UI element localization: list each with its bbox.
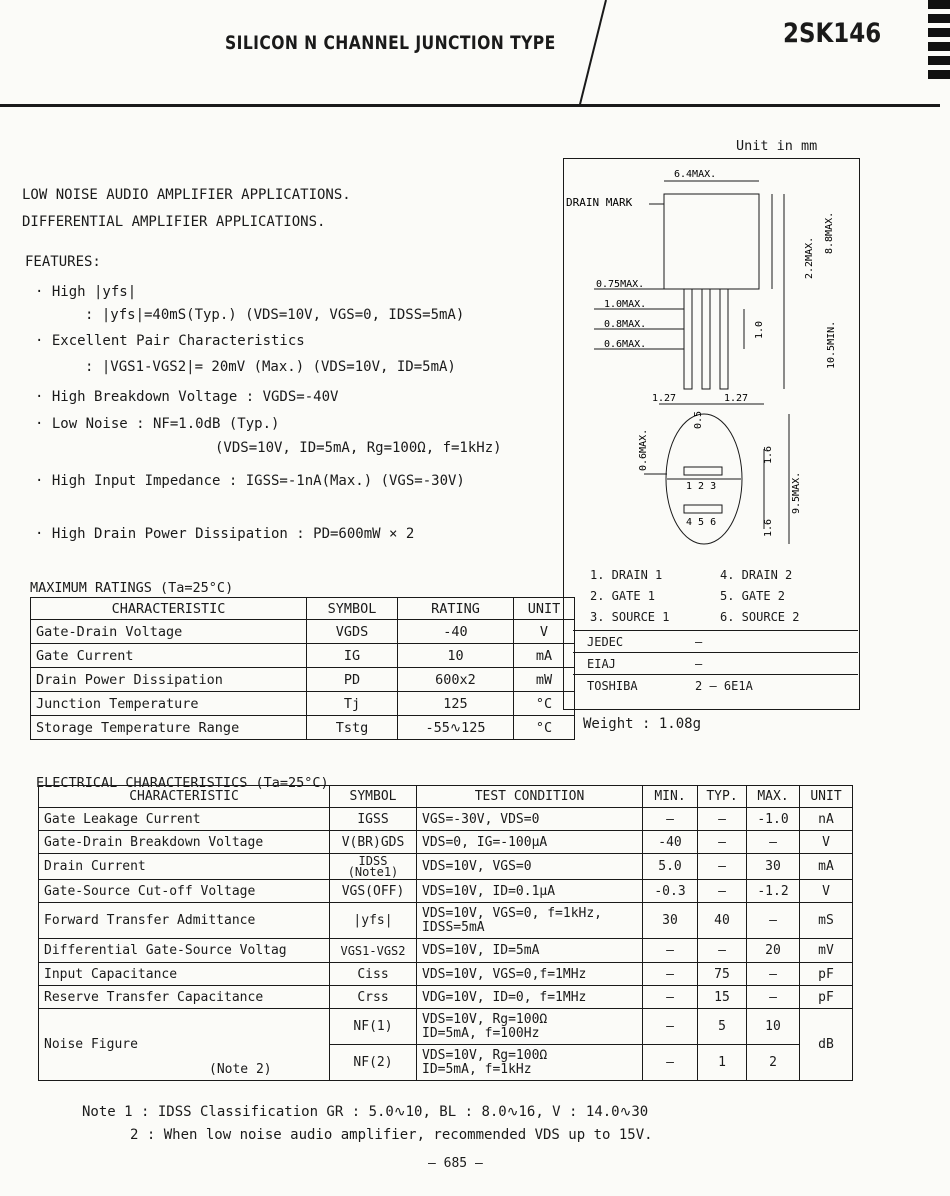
pin-list (590, 565, 799, 628)
feature-line: : |VGS1-VGS2|= 20mV (Max.) (VDS=10V, ID=5mA) (85, 359, 456, 375)
part-number: 2SK146 (783, 18, 882, 49)
table-row: Forward Transfer Admittance |yfs| VDS=10V, VGS=0, f=1kHz, IDSS=5mA 30 40 — mS (39, 903, 853, 939)
feature-line: · High |yfs| (35, 284, 137, 300)
table-header-row: CHARACTERISTIC SYMBOL TEST CONDITION MIN. TYP. MAX. UNIT (39, 786, 853, 808)
table-row: JEDEC — (573, 631, 858, 653)
feature-line: · High Breakdown Voltage : VGDS=-40V (35, 389, 339, 405)
table-row: Input Capacitance Ciss VDS=10V, VGS=0,f=1MHz — 75 — pF (39, 963, 853, 986)
edge-index-marks (928, 0, 950, 100)
table-row: Gate-Drain Breakdown Voltage V(BR)GDS VDS=0, IG=-100μA -40 — — V (39, 831, 853, 854)
table-row: Differential Gate-Source Voltag VGS1-VGS2 VDS=10V, ID=5mA — — 20 mV (39, 939, 853, 963)
feature-line: · High Input Impedance : IGSS=-1nA(Max.) (VGS=-30V) (35, 473, 465, 489)
dim-top: 0.5 (693, 410, 704, 429)
dim-d2: 1.6 (763, 518, 774, 537)
table-row: Gate-Drain Voltage VGDS -40 V (31, 620, 575, 644)
feature-line: · Low Noise : NF=1.0dB (Typ.) (35, 416, 280, 432)
feature-line: · Excellent Pair Characteristics (35, 333, 305, 349)
unit-label: Unit in mm (736, 138, 818, 154)
package-drawing (564, 159, 859, 559)
drain-mark-label: DRAIN MARK (566, 196, 633, 209)
table-row: Noise Figure (Note 2) NF(1) VDS=10V, Rg=100Ω ID=5mA, f=100Hz — 5 10 dB (39, 1009, 853, 1045)
note-1: Note 1 : IDSS Classification GR : 5.0∿10, BL : 8.0∿16, V : 14.0∿30 (82, 1104, 649, 1120)
table-row: Drain Power Dissipation PD 600x2 mW (31, 668, 575, 692)
dim-diameter: 9.5MAX. (791, 471, 802, 514)
feature-line: · High Drain Power Dissipation : PD=600mW × 2 (35, 526, 415, 542)
dim-lead1: 0.75MAX. (596, 279, 645, 290)
electrical-table (38, 785, 853, 1081)
dim-pitch1: 1.27 (652, 393, 677, 404)
max-ratings-caption: MAXIMUM RATINGS (Ta=25°C) (30, 580, 234, 596)
table-row: Gate Current IG 10 mA (31, 644, 575, 668)
table-row: Gate-Source Cut-off Voltage VGS(OFF) VDS=10V, ID=0.1μA -0.3 — -1.2 V (39, 880, 853, 903)
table-row: Storage Temperature Range Tstg -55∿125 °C (31, 716, 575, 740)
note-2: 2 : When low noise audio amplifier, recommended VDS up to 15V. (130, 1127, 653, 1143)
table-row: Reserve Transfer Capacitance Crss VDG=10V, ID=0, f=1MHz — 15 — pF (39, 986, 853, 1009)
header-divider (578, 0, 607, 107)
dim-lead4: 0.6MAX. (604, 339, 647, 350)
pin-row: 3. SOURCE 1 6. SOURCE 2 (590, 610, 800, 624)
table-row: Gate Leakage Current IGSS VGS=-30V, VDS=0 — — -1.0 nA (39, 808, 853, 831)
pin-row: 1. DRAIN 1 4. DRAIN 2 (590, 568, 793, 582)
header-rule (0, 104, 940, 107)
table-row: Drain Current IDSS (Note1) VDS=10V, VGS=0 5.0 — 30 mA (39, 854, 853, 880)
dim-pitch2: 1.27 (724, 393, 749, 404)
page-number: – 685 – (428, 1156, 483, 1171)
dim-side: 0.6MAX. (638, 428, 649, 471)
pins-bottom: 4 5 6 (686, 517, 717, 528)
table-row: EIAJ — (573, 653, 858, 675)
table-row: NF(2) VDS=10V, Rg=100Ω ID=5mA, f=1kHz — 1 2 (39, 1045, 853, 1081)
dim-d1: 1.6 (763, 445, 774, 464)
feature-line: (VDS=10V, ID=5mA, Rg=100Ω, f=1kHz) (215, 440, 502, 456)
applications (22, 182, 351, 236)
table-row: TOSHIBA 2 — 6E1A (573, 675, 858, 697)
electrical-caption: ELECTRICAL CHARACTERISTICS (Ta=25°C) (36, 775, 329, 791)
dim-height: 8.8MAX. (824, 211, 835, 254)
dim-h2: 2.2MAX. (804, 236, 815, 279)
table-row: Junction Temperature Tj 125 °C (31, 692, 575, 716)
application-2: DIFFERENTIAL AMPLIFIER APPLICATIONS. (22, 214, 326, 230)
features-heading: FEATURES: (25, 254, 101, 270)
dim-lead2: 1.0MAX. (604, 299, 647, 310)
dim-width: 6.4MAX. (674, 169, 717, 180)
dim-length: 10.5MIN. (826, 320, 837, 369)
pins-top: 1 2 3 (686, 481, 717, 492)
dim-lead3: 0.8MAX. (604, 319, 647, 330)
feature-line: : |yfs|=40mS(Typ.) (VDS=10V, VGS=0, IDSS=5mA) (85, 307, 465, 323)
pin-row: 2. GATE 1 5. GATE 2 (590, 589, 786, 603)
page-title: SILICON N CHANNEL JUNCTION TYPE (225, 32, 556, 54)
noise-figure-cell: Noise Figure (Note 2) (39, 1009, 330, 1081)
application-1: LOW NOISE AUDIO AMPLIFIER APPLICATIONS. (22, 187, 351, 203)
max-ratings-table (30, 597, 575, 740)
weight-label: Weight : 1.08g (583, 716, 702, 732)
table-header-row: CHARACTERISTIC SYMBOL RATING UNIT (31, 598, 575, 620)
package-standards-table (573, 630, 858, 696)
dim-len2: 1.0 (754, 320, 765, 339)
